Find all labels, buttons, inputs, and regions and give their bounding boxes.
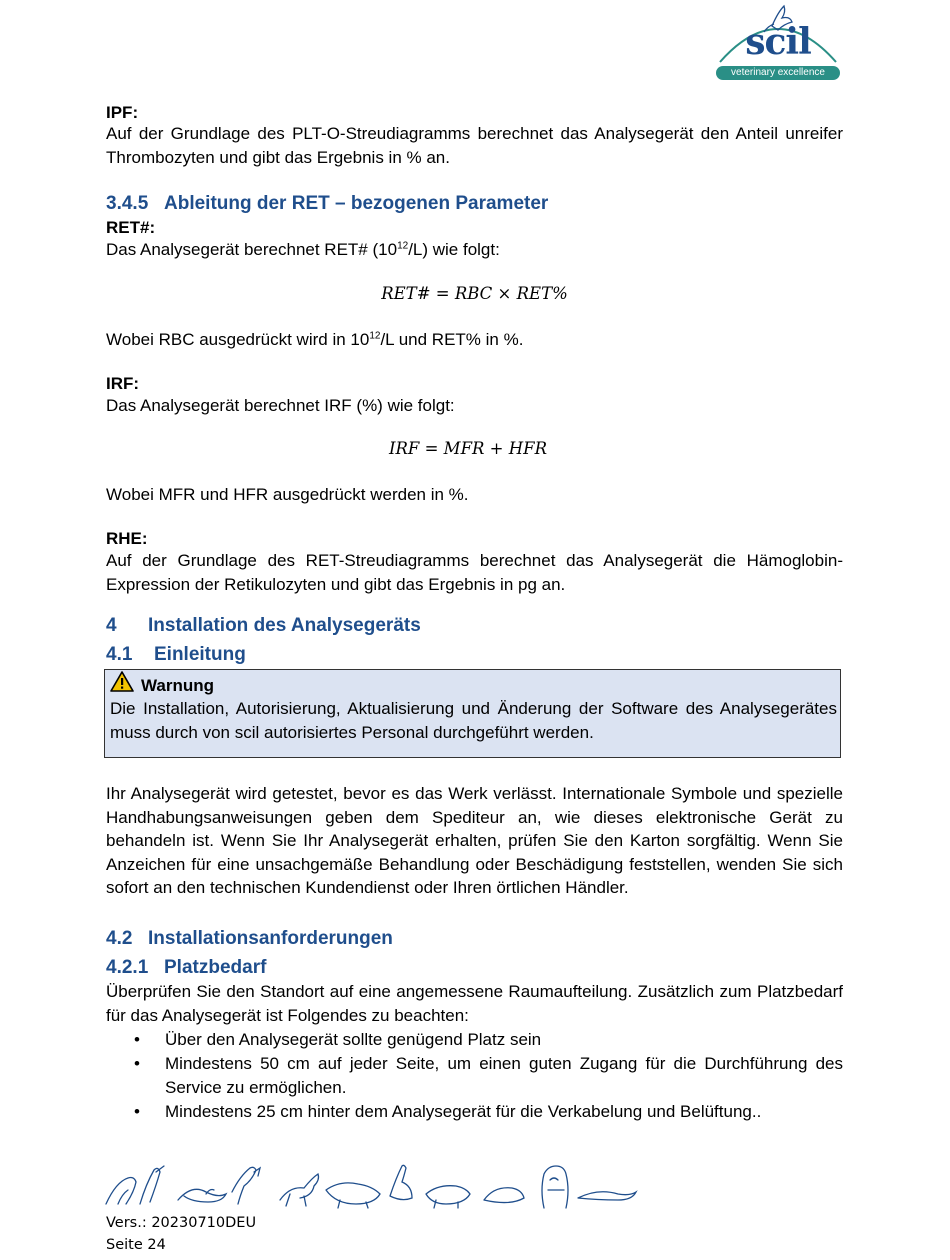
warning-text: Die Installation, Autorisierung, Aktualisierung und Änderung der Software des Analysegerätes muss durch von scil autorisiertes Personal durchgeführt werden. [110, 699, 837, 742]
ret-note [106, 328, 523, 352]
section-42-heading [106, 927, 393, 951]
warning-box [104, 669, 841, 758]
section-title: Ableitung der RET – bezogenen Parameter [164, 193, 549, 214]
section-number: 4.2.1 [106, 957, 149, 978]
rhe-heading: RHE: [106, 529, 148, 548]
section-number: 4 [106, 615, 117, 636]
footer-page-number: Seite 24 [106, 1237, 166, 1253]
section-number: 4.1 [106, 644, 133, 665]
list-item-text: Mindestens 25 cm hinter dem Analysegerät für die Verkabelung und Belüftung.. [165, 1102, 762, 1121]
section-421-heading [106, 956, 266, 980]
ret-note-pre: Wobei RBC ausgedrückt wird in 10 [106, 330, 370, 349]
section-number: 4.2 [106, 928, 133, 949]
list-item [106, 1052, 843, 1099]
logo-tagline: veterinary excellence [731, 67, 825, 78]
ret-note-post: /L und RET% in %. [380, 330, 524, 349]
ret-note-sup: 12 [369, 330, 381, 342]
list-item-text: Mindestens 50 cm auf jeder Seite, um einen guten Zugang für die Durchführung des Service zu ermöglichen. [165, 1054, 843, 1097]
section-title: Installationsanforderungen [148, 928, 393, 949]
intro-paragraph: Ihr Analysegerät wird getestet, bevor es das Werk verlässt. Internationale Symbole und spezielle Handhabungsanweisungen geben dem Spediteur an, wie dieses elektronische Gerät zu behandeln ist. Wenn Sie Ihr Analysegerät erhalten, prüfen Sie den Karton sorgfältig. Wenn Sie Anzeichen für eine unsachgemäße Behandlung oder Beschädigung feststellen, wenden Sie sich sofort an den technischen Kundendienst oder Ihren örtlichen Händler. [106, 784, 843, 897]
warning-triangle-icon [110, 671, 134, 697]
footer-animal-illustration [104, 1160, 640, 1212]
ret-intro-post: /L) wie folgt: [408, 240, 500, 259]
section-number: 3.4.5 [106, 193, 149, 214]
ret-formula: RET# = RBC × RET% [381, 284, 568, 303]
warning-title: Warnung [141, 676, 215, 695]
footer-version: Vers.: 20230710DEU [106, 1215, 257, 1231]
ipf-text: Auf der Grundlage des PLT-O-Streudiagramms berechnet das Analysegerät den Anteil unreifer Thrombozyten und gibt das Ergebnis in % an. [106, 124, 843, 167]
bullet-dot-icon: • [134, 1102, 140, 1121]
list-item [106, 1100, 843, 1124]
section-345-heading [106, 192, 548, 216]
ret-intro-pre: Das Analysegerät berechnet RET# (10 [106, 240, 398, 259]
irf-intro: Das Analysegerät berechnet IRF (%) wie folgt: [106, 396, 455, 415]
section-title: Platzbedarf [164, 957, 267, 978]
list-item-text: Über den Analysegerät sollte genügend Platz sein [165, 1030, 542, 1049]
section-41-heading [106, 643, 246, 667]
ipf-heading: IPF: [106, 103, 139, 122]
section-title: Einleitung [154, 644, 246, 665]
irf-formula: IRF = MFR + HFR [388, 439, 548, 458]
bullet-dot-icon: • [134, 1030, 140, 1049]
bullet-dot-icon: • [134, 1054, 140, 1073]
rhe-text: Auf der Grundlage des RET-Streudiagramms berechnet das Analysegerät die Hämoglobin-Expression der Retikulozyten und gibt das Ergebnis in pg an. [106, 551, 843, 594]
ret-intro-sup: 12 [397, 240, 409, 252]
logo-brand: scil [745, 21, 811, 63]
ret-heading: RET#: [106, 218, 156, 237]
irf-note: Wobei MFR und HFR ausgedrückt werden in %. [106, 485, 469, 504]
section-title: Installation des Analysegeräts [148, 615, 421, 636]
irf-heading: IRF: [106, 374, 140, 393]
section-4-heading [106, 614, 421, 638]
platz-intro: Überprüfen Sie den Standort auf eine angemessene Raumaufteilung. Zusätzlich zum Platzbedarf für das Analysegerät ist Folgendes zu beachten: [106, 982, 843, 1025]
ret-intro [106, 238, 500, 262]
list-item [106, 1028, 843, 1052]
scil-logo [712, 2, 844, 84]
